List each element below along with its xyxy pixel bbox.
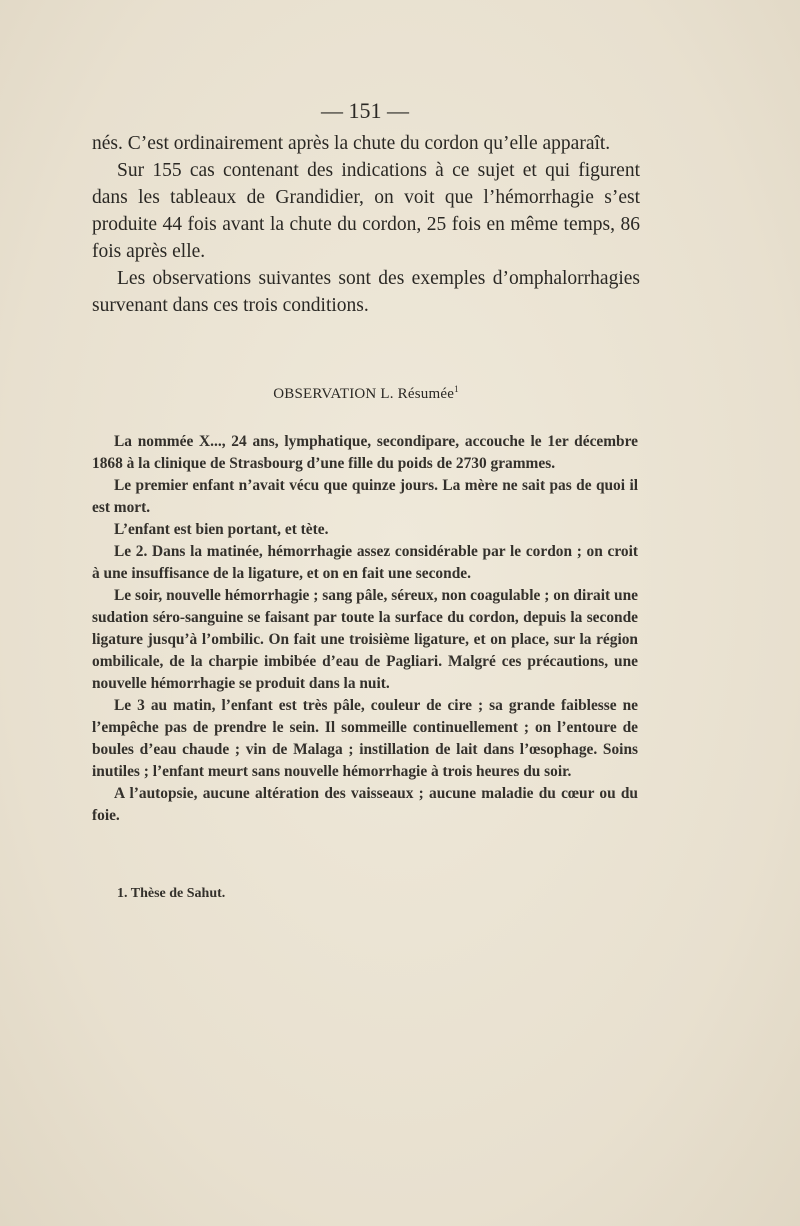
observation-paragraph-5: Le soir, nouvelle hémorrhagie ; sang pâle, séreux, non coagulable ; on dirait une sudation séro-sanguine se faisant par toute la surface du cordon, depuis la seconde ligature jusqu’à l’ombilic. On fait une troisième ligature, et on place, sur la région ombilicale, de la charpie imbibée d’eau de Pagliari. Malgré ces précautions, une nouvelle hémorrhagie se produit dans la nuit. — [92, 587, 638, 692]
observation-paragraph-3: L’enfant est bien portant, et tète. — [114, 521, 329, 538]
main-text — [92, 130, 640, 319]
observation-body — [92, 431, 638, 827]
observation-paragraph-1: La nommée X..., 24 ans, lymphatique, secondipare, accouche le 1er décembre 1868 à la clinique de Strasbourg d’une fille du poids de 2730 grammes. — [92, 433, 638, 472]
observation-paragraph-6: Le 3 au matin, l’enfant est très pâle, couleur de cire ; sa grande faiblesse ne l’empêche pas de prendre le sein. Il sommeille continuellement ; on l’entoure de boules d’eau chaude ; vin de Malaga ; instillation de lait dans l’œsophage. Soins inutiles ; l’enfant meurt sans nouvelle hémorrhagie à trois heures du soir. — [92, 697, 638, 780]
observation-title-text: OBSERVATION L. Résumée — [273, 386, 455, 402]
page-number: — 151 — — [321, 98, 409, 123]
paragraph-2: Sur 155 cas contenant des indications à ce sujet et qui figurent dans les tableaux de Grandidier, on voit que l’hémorrhagie s’est produite 44 fois avant la chute du cordon, 25 fois en même temps, 86 fois après elle. — [92, 160, 640, 262]
observation-paragraph-7: A l’autopsie, aucune altération des vaisseaux ; aucune maladie du cœur ou du foie. — [92, 785, 638, 824]
footnote: 1. Thèse de Sahut. — [117, 886, 226, 901]
paragraph-1: nés. C’est ordinairement après la chute du cordon qu’elle apparaît. — [92, 133, 611, 154]
footnote-marker: 1 — [454, 384, 459, 394]
observation-paragraph-2: Le premier enfant n’avait vécu que quinze jours. La mère ne sait pas de quoi il est mort. — [92, 477, 638, 516]
observation-paragraph-4: Le 2. Dans la matinée, hémorrhagie assez considérable par le cordon ; on croit à une insuffisance de la ligature, et on en fait une seconde. — [92, 543, 638, 582]
observation-title — [92, 384, 640, 403]
paragraph-3: Les observations suivantes sont des exemples d’omphalorrhagies survenant dans ces trois conditions. — [92, 268, 640, 316]
